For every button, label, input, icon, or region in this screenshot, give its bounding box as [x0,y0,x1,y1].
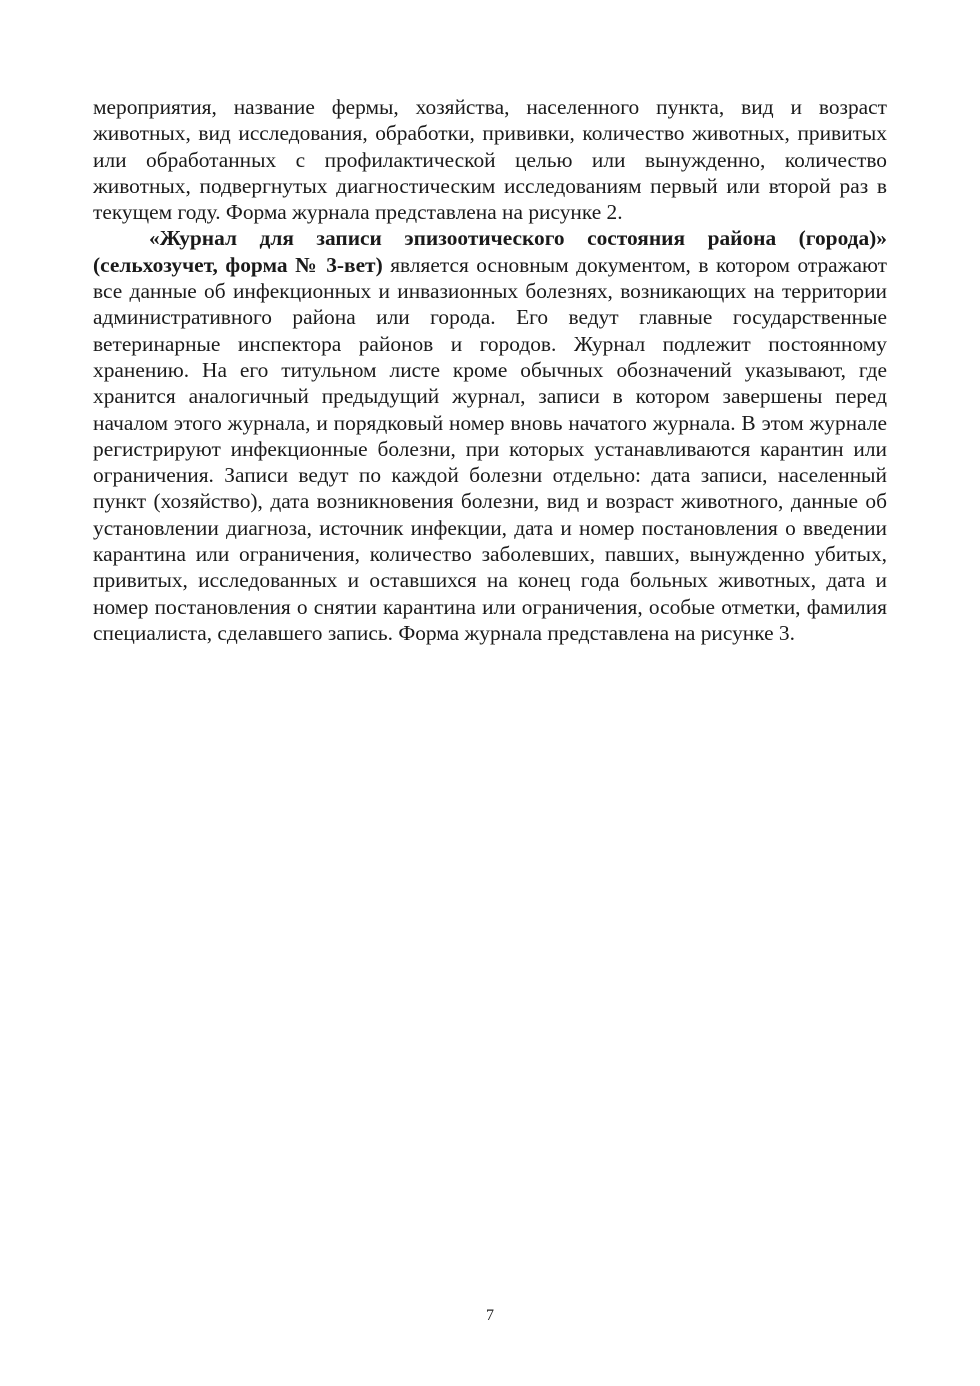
paragraph-1 [93,94,887,225]
page-number: 7 [486,1307,494,1324]
document-body [93,94,887,646]
paragraph-1-text: мероприятия, название фермы, хозяйства, населенного пункта, вид и возраст животных, вид исследования, обработки, прививки, количество животных, привитых или обработанных с профилактической целью или вынужденно, количество животных, подвергнутых диагностическим исследованиям первый или второй раз в текущем году. Форма журнала представлена на рисунке 2. [93,95,887,225]
paragraph-2 [93,225,887,646]
paragraph-2-bold-title: «Журнал для записи эпизоотического состояния района (города)» (сельхозучет, форма № 3-вет) [93,226,887,277]
paragraph-2-text: является основным документом, в котором отражают все данные об инфекционных и инвазионных болезнях, возникающих на территории административного района или города. Его ведут главные государственные ветеринарные инспектора районов и городов. Журнал подлежит постоянному хранению. На его титульном листе кроме обычных обозначений указывают, где хранится аналогичный предыдущий журнал, записи в котором завершены перед началом этого журнала, и порядковый номер вновь начатого журнала. В этом журнале регистрируют инфекционные болезни, при которых устанавливаются карантин или ограничения. Записи ведут по каждой болезни отдельно: дата записи, населенный пункт (хозяйство), дата возникновения болезни, вид и возраст животного, данные об установлении диагноза, источник инфекции, дата и номер постановления о введении карантина или ограничения, количество заболевших, павших, вынужденно убитых, привитых, исследованных и оставшихся на конец года больных животных, дата и номер постановления о снятии карантина или ограничения, особые отметки, фамилия специалиста, сделавшего запись. Форма журнала представлена на рисунке 3. [93,252,887,645]
